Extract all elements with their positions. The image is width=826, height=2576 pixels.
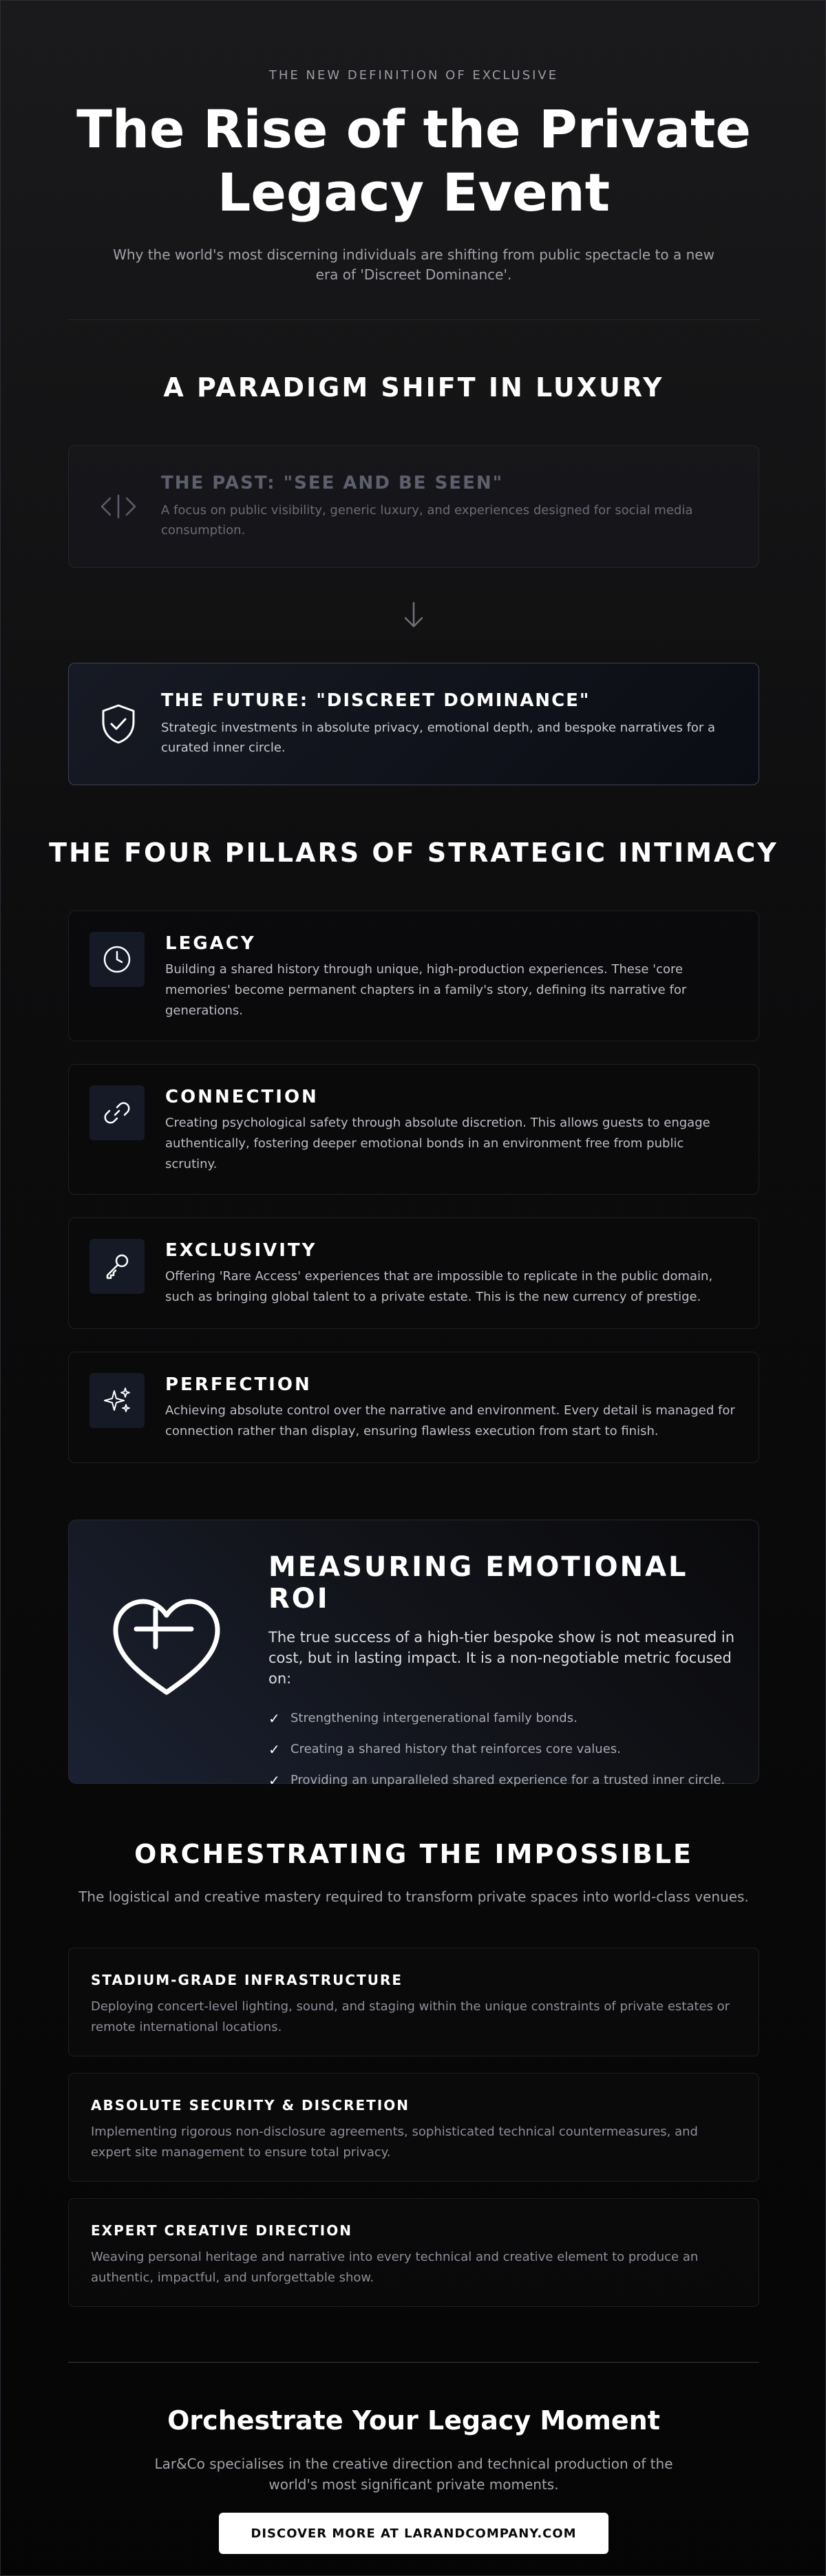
cta-title: Orchestrate Your Legacy Moment	[167, 2405, 660, 2436]
pillar-description: Creating psychological safety through absolute discretion. This allows guests to engage authentically, fostering deeper emotional bonds in an environment free from public scrutiny.	[165, 1116, 710, 1171]
pillar-card	[68, 1352, 759, 1463]
check-icon: ✓	[268, 1710, 280, 1727]
code-icon	[96, 485, 140, 529]
feature-card	[68, 1948, 759, 2056]
roi-point: Providing an unparalleled shared experience for a trusted inner circle.	[290, 1773, 726, 1787]
feature-card	[68, 2198, 759, 2307]
roi-lead: The true success of a high-tier bespoke show is not measured in cost, but in lasting impact. It is a non-negotiable metric focused on:	[268, 1629, 735, 1687]
cta-divider	[68, 2362, 759, 2363]
list-item	[268, 1765, 737, 1796]
feature-description: Deploying concert-level lighting, sound, and staging within the unique constraints of private estates or remote international locations.	[91, 1999, 730, 2034]
list-item	[268, 1703, 737, 1734]
feature-description: Weaving personal heritage and narrative into every technical and creative element to produce an authentic, impactful, and unforgettable show.	[91, 2250, 699, 2285]
past-description: A focus on public visibility, generic luxury, and experiences designed for social media consumption.	[161, 503, 693, 537]
shift-title: A PARADIGM SHIFT IN LUXURY	[163, 372, 664, 403]
orchestrating-subtitle: The logistical and creative mastery required to transform private spaces into world-class venues.	[78, 1888, 749, 1905]
check-icon: ✓	[268, 1771, 280, 1789]
hero-title: The Rise of the Private Legacy Event	[76, 98, 751, 223]
pillar-card	[68, 1064, 759, 1195]
paradigm-shift-section	[1, 372, 826, 785]
feature-description: Implementing rigorous non-disclosure agreements, sophisticated technical countermeasures, and expert site management to ensure total privacy.	[91, 2125, 698, 2160]
cta-subtitle: Lar&Co specialises in the creative direction and technical production of the world's most significant private moments.	[154, 2456, 673, 2493]
hero-eyebrow: THE NEW DEFINITION OF EXCLUSIVE	[268, 68, 559, 83]
pillar-description: Offering 'Rare Access' experiences that are impossible to replicate in the public domain, such as bringing global talent to a private estate. This is the new currency of prestige.	[165, 1269, 713, 1304]
key-icon	[89, 1239, 145, 1294]
orchestrating-title: ORCHESTRATING THE IMPOSSIBLE	[134, 1839, 693, 1869]
feature-name: STADIUM-GRADE INFRASTRUCTURE	[91, 1972, 403, 1988]
hero-subtitle: Why the world's most discerning individuals are shifting from public spectacle to a new era of 'Discreet Dominance'.	[113, 246, 714, 283]
roi-point: Strengthening intergenerational family bonds.	[290, 1711, 578, 1725]
hero-divider	[68, 319, 759, 320]
future-card	[68, 663, 759, 785]
arrow-down-icon	[1, 568, 826, 663]
pillar-description: Achieving absolute control over the narrative and environment. Every detail is managed for connection rather than display, ensuring flawless execution from start to finish.	[165, 1403, 735, 1438]
past-heading: THE PAST: "SEE AND BE SEEN"	[161, 473, 504, 493]
feature-card	[68, 2073, 759, 2182]
pillar-name: PERFECTION	[165, 1374, 312, 1395]
roi-title: MEASURING EMOTIONAL ROI	[268, 1551, 688, 1615]
pillar-name: LEGACY	[165, 933, 256, 954]
feature-name: EXPERT CREATIVE DIRECTION	[91, 2222, 352, 2239]
roi-point: Creating a shared history that reinforces core values.	[290, 1742, 621, 1756]
link-icon	[89, 1085, 145, 1140]
list-item	[268, 1734, 737, 1765]
sparkles-icon	[89, 1373, 145, 1428]
shield-check-icon	[96, 702, 140, 746]
pillar-card	[68, 911, 759, 1041]
past-card	[68, 445, 759, 568]
page	[1, 1, 826, 2554]
pillars-title: THE FOUR PILLARS OF STRATEGIC INTIMACY	[49, 838, 779, 868]
clock-icon	[89, 932, 145, 987]
cta-section	[1, 2405, 826, 2554]
pillar-name: EXCLUSIVITY	[165, 1240, 317, 1261]
pillar-description: Building a shared history through unique, high-production experiences. These 'core memories' become permanent chapters in a family's story, defining its narrative for generations.	[165, 962, 687, 1018]
pillars-section	[1, 838, 826, 1463]
roi-card	[68, 1520, 759, 1789]
feature-name: ABSOLUTE SECURITY & DISCRETION	[91, 2097, 410, 2114]
heart-plus-icon	[112, 1596, 222, 1702]
discover-more-button[interactable]: DISCOVER MORE AT LARANDCOMPANY.COM	[219, 2513, 608, 2554]
roi-list	[268, 1703, 737, 1796]
hero-section	[1, 1, 826, 285]
orchestrating-section	[1, 1839, 826, 2307]
future-heading: THE FUTURE: "DISCREET DOMINANCE"	[161, 690, 591, 711]
pillar-card	[68, 1217, 759, 1329]
pillar-name: CONNECTION	[165, 1087, 319, 1107]
check-icon: ✓	[268, 1741, 280, 1758]
future-description: Strategic investments in absolute privacy, emotional depth, and bespoke narratives for a curated inner circle.	[161, 721, 716, 755]
